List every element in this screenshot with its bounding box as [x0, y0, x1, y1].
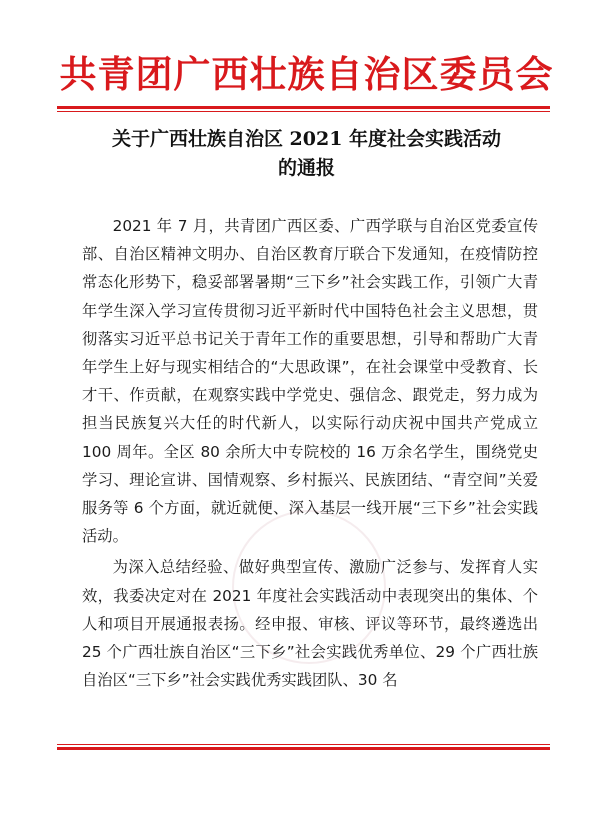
document-title-line-2: 的通报: [277, 157, 335, 179]
header-red-rule-thin: [57, 111, 550, 112]
document-body: [82, 212, 538, 697]
body-paragraph-1: 2021 年 7 月，共青团广西区委、广西学联与自治区党委宣传部、自治区精神文明办、自治区教育厅联合下发通知，在疫情防控常态化形势下，稳妥部署暑期“三下乡”社会实践工作，引领广大青年学生深入学习宣传贯彻习近平新时代中国特色社会主义思想，贯彻落实习近平总书记关于青年工作的重要思想，引导和帮助广大青年学生上好与现实相结合的“大思政课”，在社会课堂中受教育、长才干、作贡献，在观察实践中学党史、强信念、跟党走，努力成为担当民族复兴大任的时代新人，以实际行动庆祝中国共产党成立 100 周年。全区 80 余所大中专院校的 16 万余名学生，围绕党史学习、理论宣讲、国情观察、乡村振兴、民族团结、“青空间”关爱服务等 6 个方面，就近就便、深入基层一线开展“三下乡”社会实践活动。: [82, 217, 538, 546]
body-paragraph-2: 为深入总结经验、做好典型宣传、激励广泛参与、发挥育人实效，我委决定对在 2021 年度社会实践活动中表现突出的集体、个人和项目开展通报表扬。经申报、审核、评议等环节，最终遴选出 25 个广西壮族自治区“三下乡”社会实践优秀单位、29 个广西壮族自治区“三下乡”社会实践优秀实践团队、30 名: [82, 558, 538, 690]
footer-red-rule-thick: [57, 747, 550, 750]
document-title: [60, 125, 553, 183]
header-red-rule-thick: [57, 106, 550, 109]
footer-red-rule-thin: [57, 744, 550, 745]
organization-header: 共青团广西壮族自治区委员会: [59, 52, 554, 96]
document-title-line-1: 关于广西壮族自治区 2021 年度社会实践活动: [111, 128, 502, 150]
